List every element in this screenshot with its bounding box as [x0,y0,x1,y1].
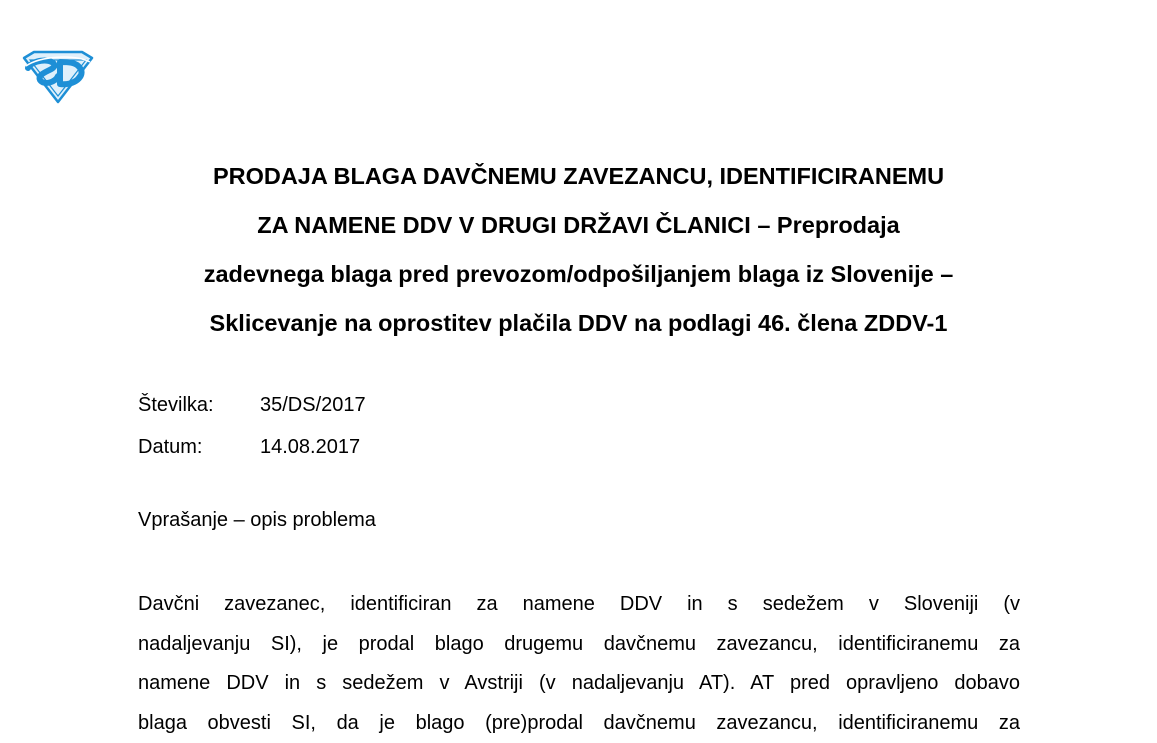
body-line: nadaljevanju SI), je prodal blago drugemu davčnemu zavezancu, identificiranemu za [138,632,1020,655]
body-line: blaga obvesti SI, da je blago (pre)prodal davčnemu zavezancu, identificiranemu za [138,711,1020,734]
title-line: ZA NAMENE DDV V DRUGI DRŽAVI ČLANICI – Preprodaja [257,212,900,238]
number-value: 35/DS/2017 [260,394,366,416]
body-line: namene DDV in s sedežem v Avstriji (v nadaljevanju AT). AT pred opravljeno dobavo [138,672,1020,694]
date-label: Datum: [138,436,203,458]
meta-number-row [138,384,366,426]
meta-date-row [138,426,366,468]
title-line: Sklicevanje na oprostitev plačila DDV na podlagi 46. člena ZDDV-1 [209,310,948,336]
section-heading: Vprašanje – opis problema [138,509,376,531]
body-paragraph [138,585,1020,743]
title-line: zadevnega blaga pred prevozom/odpošiljanjem blaga iz Slovenije – [203,261,954,287]
document-meta [138,384,366,468]
number-label: Številka: [138,394,214,416]
body-line: Davčni zavezanec, identificiran za namene DDV in s sedežem v Sloveniji (v [138,593,1020,615]
title-line: PRODAJA BLAGA DAVČNEMU ZAVEZANCU, IDENTIFICIRANEMU [212,163,945,189]
sd-shield-logo-icon [22,50,94,104]
document-title [100,152,1057,348]
date-value: 14.08.2017 [260,436,361,458]
